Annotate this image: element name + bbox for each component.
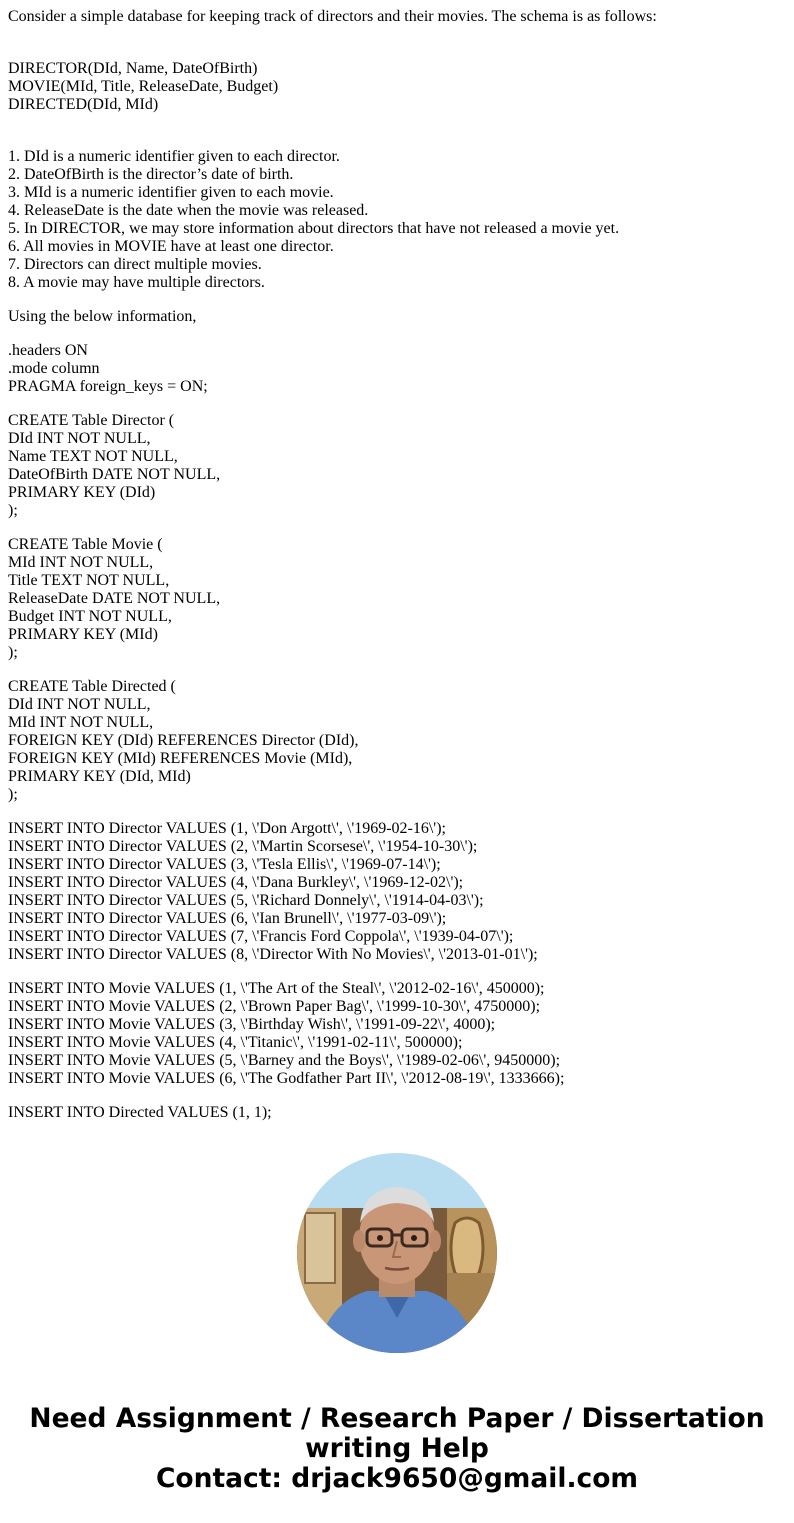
footer-line: writing Help bbox=[305, 1433, 489, 1464]
code-line: INSERT INTO Directed VALUES (1, 1); bbox=[8, 1104, 272, 1121]
code-line: INSERT INTO Movie VALUES (6, \'The Godfather Part II\', \'2012-08-19\', 1333666); bbox=[8, 1070, 565, 1087]
create-director-block bbox=[8, 412, 788, 520]
code-line: INSERT INTO Director VALUES (2, \'Martin Scorsese\', \'1954-10-30\'); bbox=[8, 838, 478, 855]
rules-list bbox=[8, 148, 788, 292]
code-line: CREATE Table Director ( bbox=[8, 412, 175, 429]
schema-line: DIRECTED(DId, MId) bbox=[8, 96, 159, 113]
code-line: PRIMARY KEY (MId) bbox=[8, 626, 158, 643]
rule-item: 2. DateOfBirth is the director’s date of birth. bbox=[8, 166, 294, 183]
code-line: CREATE Table Directed ( bbox=[8, 678, 176, 695]
code-line: ReleaseDate DATE NOT NULL, bbox=[8, 590, 221, 607]
code-line: INSERT INTO Director VALUES (1, \'Don Argott\', \'1969-02-16\'); bbox=[8, 820, 446, 837]
insert-directors-block bbox=[8, 820, 788, 964]
rule-item: 5. In DIRECTOR, we may store information about directors that have not released a movie yet. bbox=[8, 220, 620, 237]
avatar bbox=[297, 1153, 497, 1353]
rule-item: 6. All movies in MOVIE have at least one director. bbox=[8, 238, 334, 255]
code-line: INSERT INTO Movie VALUES (5, \'Barney and the Boys\', \'1989-02-06\', 9450000); bbox=[8, 1052, 561, 1069]
rule-item: 4. ReleaseDate is the date when the movie was released. bbox=[8, 202, 369, 219]
code-line: PRIMARY KEY (DId) bbox=[8, 484, 156, 501]
code-line: .mode column bbox=[8, 360, 100, 377]
code-line: PRIMARY KEY (DId, MId) bbox=[8, 768, 191, 785]
code-line: ); bbox=[8, 644, 18, 661]
code-line: INSERT INTO Director VALUES (5, \'Richard Donnely\', \'1914-04-03\'); bbox=[8, 892, 484, 909]
code-line: PRAGMA foreign_keys = ON; bbox=[8, 378, 208, 395]
code-line: Title TEXT NOT NULL, bbox=[8, 572, 170, 589]
code-line: ); bbox=[8, 502, 18, 519]
code-line: MId INT NOT NULL, bbox=[8, 714, 154, 731]
rule-item: 1. DId is a numeric identifier given to each director. bbox=[8, 148, 340, 165]
code-line: INSERT INTO Movie VALUES (4, \'Titanic\', \'1991-02-11\', 500000); bbox=[8, 1034, 463, 1051]
code-line: INSERT INTO Director VALUES (7, \'Francis Ford Coppola\', \'1939-04-07\'); bbox=[8, 928, 514, 945]
code-line: INSERT INTO Director VALUES (6, \'Ian Brunell\', \'1977-03-09\'); bbox=[8, 910, 447, 927]
footer-line: Need Assignment / Research Paper / Dissertation bbox=[29, 1403, 765, 1434]
code-line: .headers ON bbox=[8, 342, 88, 359]
code-line: INSERT INTO Director VALUES (3, \'Tesla Ellis\', \'1969-07-14\'); bbox=[8, 856, 441, 873]
create-movie-block bbox=[8, 536, 788, 662]
document-body bbox=[8, 8, 788, 1122]
footer-ad bbox=[0, 1404, 794, 1494]
insert-directed-block bbox=[8, 1104, 788, 1122]
code-line: DId INT NOT NULL, bbox=[8, 430, 151, 447]
rule-item: 7. Directors can direct multiple movies. bbox=[8, 256, 262, 273]
settings-block bbox=[8, 342, 788, 396]
code-line: FOREIGN KEY (MId) REFERENCES Movie (MId), bbox=[8, 750, 353, 767]
code-line: Budget INT NOT NULL, bbox=[8, 608, 172, 625]
code-line: INSERT INTO Director VALUES (8, \'Director With No Movies\', \'2013-01-01\'); bbox=[8, 946, 538, 963]
code-line: ); bbox=[8, 786, 18, 803]
code-line: CREATE Table Movie ( bbox=[8, 536, 163, 553]
code-line: INSERT INTO Movie VALUES (3, \'Birthday Wish\', \'1991-09-22\', 4000); bbox=[8, 1016, 496, 1033]
code-line: Name TEXT NOT NULL, bbox=[8, 448, 178, 465]
avatar-image bbox=[297, 1153, 497, 1353]
code-line: DId INT NOT NULL, bbox=[8, 696, 151, 713]
rule-item: 8. A movie may have multiple directors. bbox=[8, 274, 265, 291]
schema-block bbox=[8, 60, 788, 114]
insert-movies-block bbox=[8, 980, 788, 1088]
intro-text: Consider a simple database for keeping track of directors and their movies. The schema is as follows: bbox=[8, 8, 657, 25]
code-line: FOREIGN KEY (DId) REFERENCES Director (DId), bbox=[8, 732, 359, 749]
using-text: Using the below information, bbox=[8, 308, 197, 325]
schema-line: MOVIE(MId, Title, ReleaseDate, Budget) bbox=[8, 78, 279, 95]
code-line: INSERT INTO Movie VALUES (1, \'The Art of the Steal\', \'2012-02-16\', 450000); bbox=[8, 980, 545, 997]
create-directed-block bbox=[8, 678, 788, 804]
code-line: INSERT INTO Movie VALUES (2, \'Brown Paper Bag\', \'1999-10-30\', 4750000); bbox=[8, 998, 541, 1015]
code-line: MId INT NOT NULL, bbox=[8, 554, 154, 571]
footer-contact: Contact: drjack9650@gmail.com bbox=[155, 1463, 639, 1494]
schema-line: DIRECTOR(DId, Name, DateOfBirth) bbox=[8, 60, 258, 77]
code-line: DateOfBirth DATE NOT NULL, bbox=[8, 466, 221, 483]
rule-item: 3. MId is a numeric identifier given to each movie. bbox=[8, 184, 334, 201]
code-line: INSERT INTO Director VALUES (4, \'Dana Burkley\', \'1969-12-02\'); bbox=[8, 874, 464, 891]
